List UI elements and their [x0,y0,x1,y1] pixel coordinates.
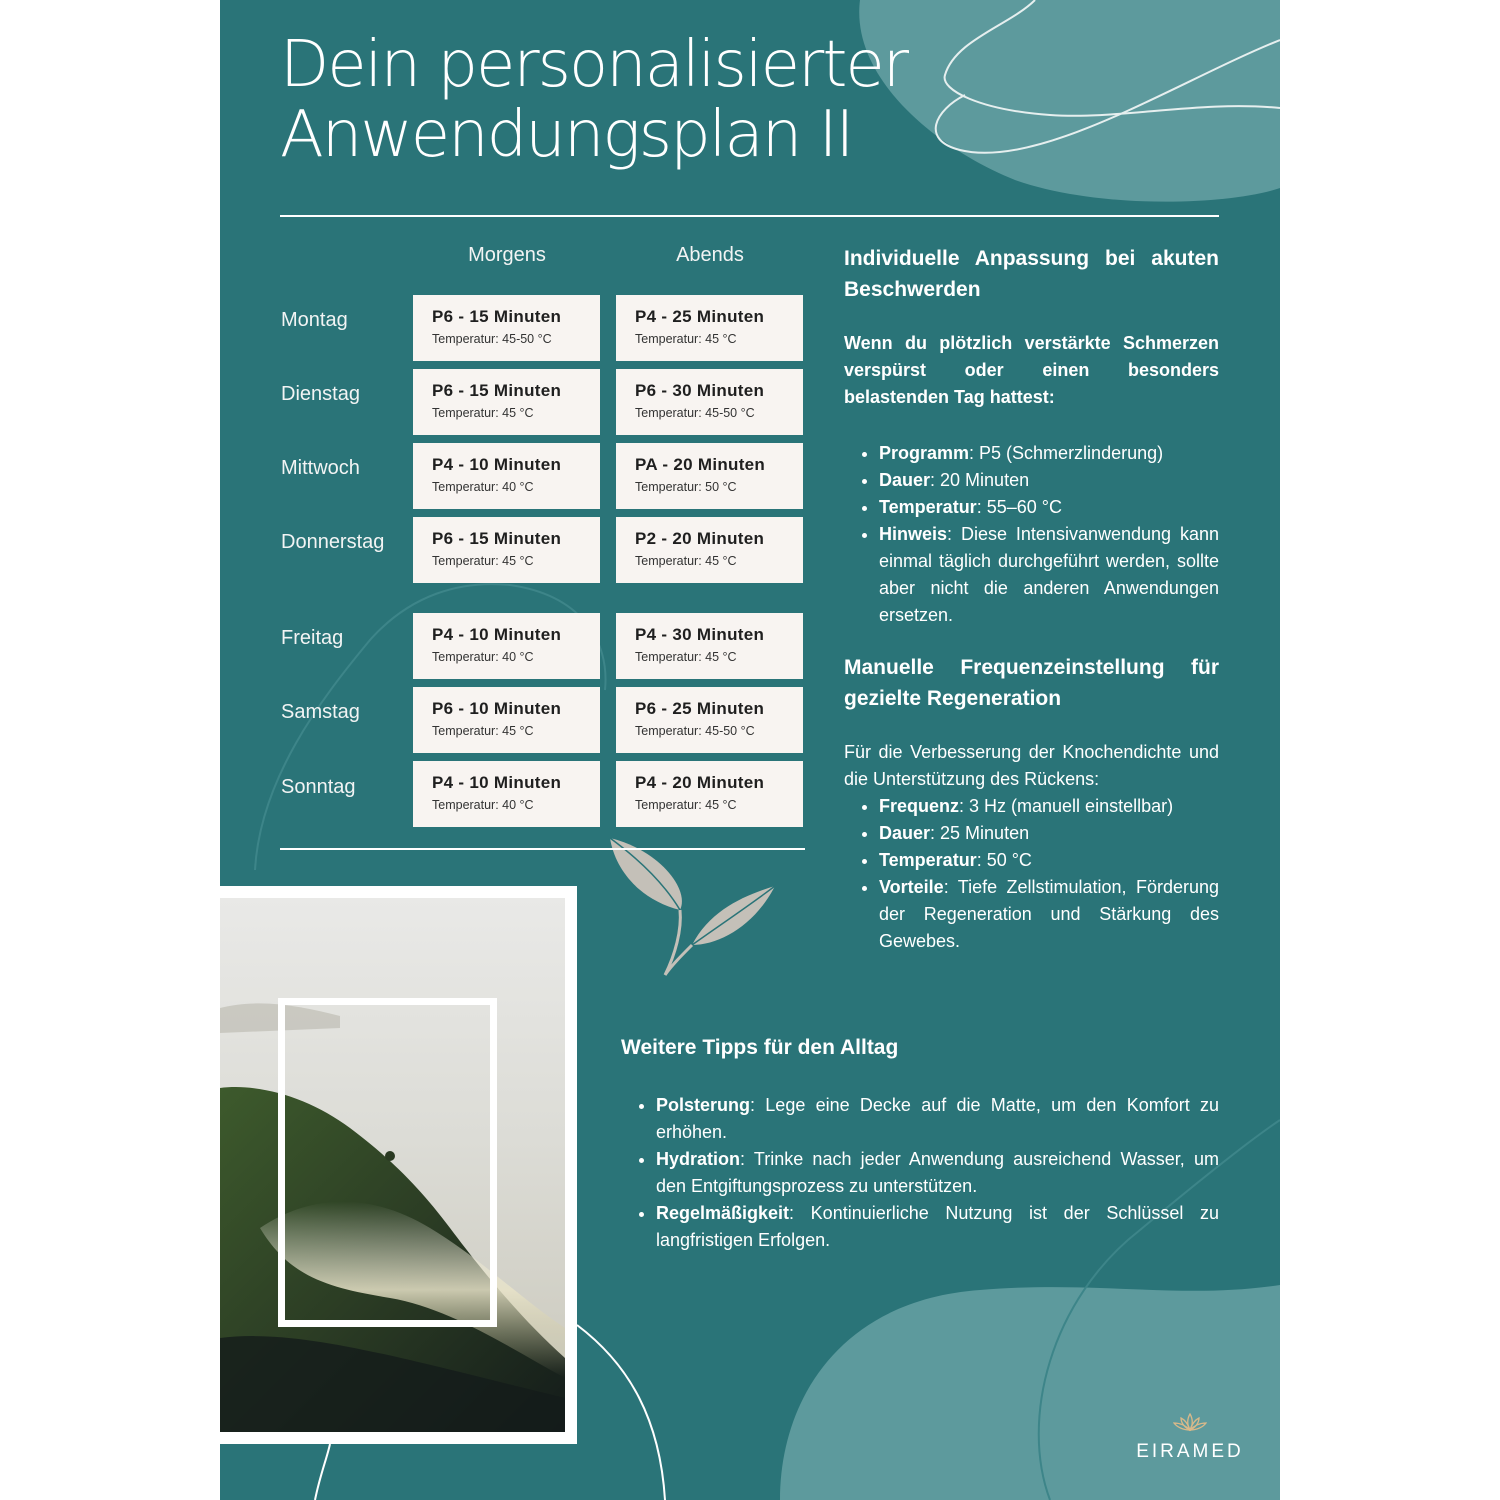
item-label: Hinweis [879,524,948,544]
schedule-cell-morning [413,613,600,679]
list-item [879,467,1219,494]
title-line-1: Dein personalisierter [280,28,908,102]
item-label: Temperatur [879,850,977,870]
temperature-label: Temperatur: 50 °C [635,480,737,494]
item-text: : P5 (Schmerzlinderung) [969,443,1164,463]
temperature-label: Temperatur: 40 °C [432,798,534,812]
temperature-label: Temperatur: 40 °C [432,480,534,494]
inner-photo-frame [278,998,497,1327]
title-line-2: Anwendungsplan II [280,98,853,172]
tips-list [621,1092,1219,1254]
item-text: : Lege eine Decke auf die Matte, um den Komfort zu erhöhen. [656,1095,1219,1142]
program-label: P2 - 20 Minuten [635,529,765,548]
schedule-cell-evening [616,295,803,361]
brand-name: EIRAMED [1136,1441,1244,1462]
schedule-cell-morning [413,295,600,361]
item-text: : 25 Minuten [930,823,1030,843]
day-label: Freitag [281,627,344,649]
schedule-cell-morning [413,687,600,753]
frequency-intro: Für die Verbesserung der Knochendichte und die Unterstützung des Rückens: [844,742,1219,789]
schedule-cell-evening [616,517,803,583]
frequency-list [844,793,1219,955]
program-label: P4 - 10 Minuten [432,625,562,644]
schedule-divider [280,848,805,850]
title-divider [280,215,1219,217]
acute-heading: Individuelle Anpassung bei akuten Beschwerden [844,247,1219,301]
schedule-cell-evening [616,687,803,753]
leaves-illustration [610,838,775,975]
schedule-cell-morning [413,369,600,435]
day-label: Dienstag [281,383,360,405]
list-item [879,494,1219,521]
item-text: : 20 Minuten [930,470,1030,490]
temperature-label: Temperatur: 45-50 °C [635,406,755,420]
item-label: Vorteile [879,877,944,897]
acute-intro: Wenn du plötzlich verstärkte Schmerzen verspürst oder einen besonders belastenden Tag hattest: [844,333,1219,407]
temperature-label: Temperatur: 45 °C [635,798,737,812]
item-text: : Diese Intensivanwendung kann einmal täglich durchgeführt werden, sollte aber nicht die anderen Anwendungen ersetzen. [879,524,1219,625]
temperature-label: Temperatur: 45 °C [635,650,737,664]
schedule-cell-evening [616,761,803,827]
tips-heading: Weitere Tipps für den Alltag [621,1036,899,1059]
list-item [879,874,1219,955]
item-label: Dauer [879,470,931,490]
document-page [220,0,1280,1500]
day-label: Montag [281,309,348,331]
photo-frame [220,886,577,1444]
item-text: : Trinke nach jeder Anwendung ausreichend Wasser, um den Entgiftungsprozess zu unterstützen. [656,1149,1219,1196]
list-item [879,440,1219,467]
program-label: P6 - 10 Minuten [432,699,562,718]
program-label: P4 - 20 Minuten [635,773,765,792]
program-label: P6 - 15 Minuten [432,529,562,548]
item-label: Dauer [879,823,931,843]
schedule-cell-evening [616,613,803,679]
acute-section [844,243,1219,629]
item-label: Temperatur [879,497,977,517]
item-text: : Tiefe Zellstimulation, Förderung der Regeneration und Stärkung des Gewebes. [879,877,1219,951]
temperature-label: Temperatur: 45-50 °C [432,332,552,346]
item-label: Frequenz [879,796,960,816]
acute-list [844,440,1219,629]
item-label: Polsterung [656,1095,751,1115]
item-label: Hydration [656,1149,741,1169]
temperature-label: Temperatur: 45 °C [432,406,534,420]
item-text: : 50 °C [976,850,1032,870]
temperature-label: Temperatur: 40 °C [432,650,534,664]
item-text: : 55–60 °C [976,497,1062,517]
item-text: : Kontinuierliche Nutzung ist der Schlüssel zu langfristigen Erfolgen. [656,1203,1219,1250]
program-label: P4 - 30 Minuten [635,625,765,644]
schedule-cell-morning [413,517,600,583]
page-title [280,30,907,170]
item-label: Regelmäßigkeit [656,1203,790,1223]
frequency-section [844,652,1219,955]
program-label: P4 - 10 Minuten [432,455,562,474]
program-label: P6 - 25 Minuten [635,699,765,718]
item-label: Programm [879,443,970,463]
tips-section [621,1032,1219,1254]
program-label: P6 - 15 Minuten [432,307,562,326]
temperature-label: Temperatur: 45-50 °C [635,724,755,738]
list-item [879,521,1219,629]
program-label: P4 - 10 Minuten [432,773,562,792]
day-label: Mittwoch [281,457,360,479]
program-label: P4 - 25 Minuten [635,307,765,326]
list-item [879,820,1219,847]
temperature-label: Temperatur: 45 °C [635,332,737,346]
schedule-cell-morning [413,761,600,827]
day-label: Samstag [281,701,360,723]
item-text: : 3 Hz (manuell einstellbar) [959,796,1174,816]
schedule-cell-morning [413,443,600,509]
frequency-heading: Manuelle Frequenzeinstellung für gezielte Regeneration [844,656,1219,710]
list-item [656,1146,1219,1200]
day-label: Donnerstag [281,531,385,553]
column-header-morning: Morgens [468,244,546,266]
schedule-cell-evening [616,369,803,435]
brand-logo [1130,1412,1250,1463]
temperature-label: Temperatur: 45 °C [432,724,534,738]
program-label: PA - 20 Minuten [635,455,766,474]
temperature-label: Temperatur: 45 °C [432,554,534,568]
temperature-label: Temperatur: 45 °C [635,554,737,568]
schedule-cell-evening [616,443,803,509]
list-item [879,847,1219,874]
list-item [656,1200,1219,1254]
day-label: Sonntag [281,776,356,798]
list-item [656,1092,1219,1146]
program-label: P6 - 30 Minuten [635,381,765,400]
column-header-evening: Abends [676,244,744,266]
lotus-icon [1173,1412,1207,1432]
list-item [879,793,1219,820]
program-label: P6 - 15 Minuten [432,381,562,400]
